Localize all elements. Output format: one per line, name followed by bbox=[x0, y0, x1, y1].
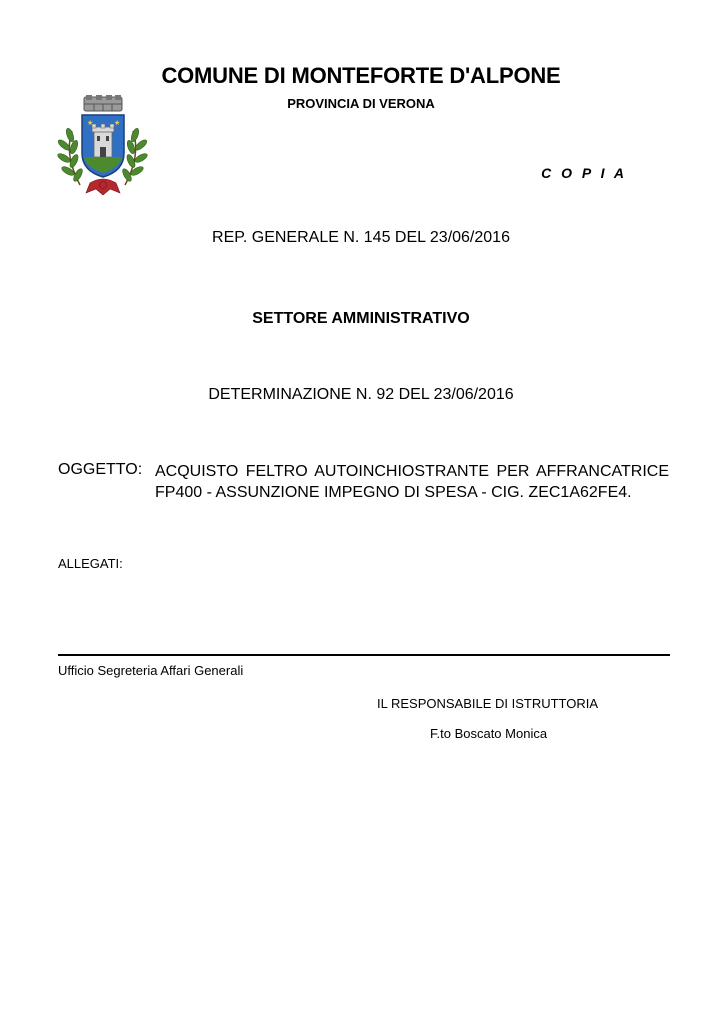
horizontal-divider bbox=[58, 654, 670, 656]
office-name: Ufficio Segreteria Affari Generali bbox=[58, 663, 244, 678]
signature-name: F.to Boscato Monica bbox=[430, 726, 548, 741]
coat-of-arms-icon bbox=[50, 95, 155, 207]
svg-text:★: ★ bbox=[87, 119, 94, 127]
ribbon-icon bbox=[86, 179, 120, 195]
allegati-label: ALLEGATI: bbox=[58, 556, 123, 571]
shield-icon bbox=[82, 115, 124, 177]
rep-generale: REP. GENERALE N. 145 DEL 23/06/2016 bbox=[212, 229, 510, 246]
oggetto-label: OGGETTO: bbox=[58, 461, 143, 478]
responsabile-title: IL RESPONSABILE DI ISTRUTTORIA bbox=[377, 696, 599, 711]
municipality-title: COMUNE DI MONTEFORTE D'ALPONE bbox=[161, 63, 561, 88]
copy-mark: C O P I A bbox=[541, 165, 627, 181]
oggetto-text: ACQUISTO FELTRO AUTOINCHIOSTRANTE PER AFFRANCATRICE FP400 - ASSUNZIONE IMPEGNO DI SPESA - CIG. ZEC1A62FE4. bbox=[155, 463, 669, 501]
svg-text:★: ★ bbox=[114, 119, 121, 127]
crown-icon bbox=[84, 95, 122, 111]
province-subtitle: PROVINCIA DI VERONA bbox=[287, 96, 435, 111]
determinazione-number: DETERMINAZIONE N. 92 DEL 23/06/2016 bbox=[208, 386, 514, 403]
settore-heading: SETTORE AMMINISTRATIVO bbox=[252, 310, 470, 327]
